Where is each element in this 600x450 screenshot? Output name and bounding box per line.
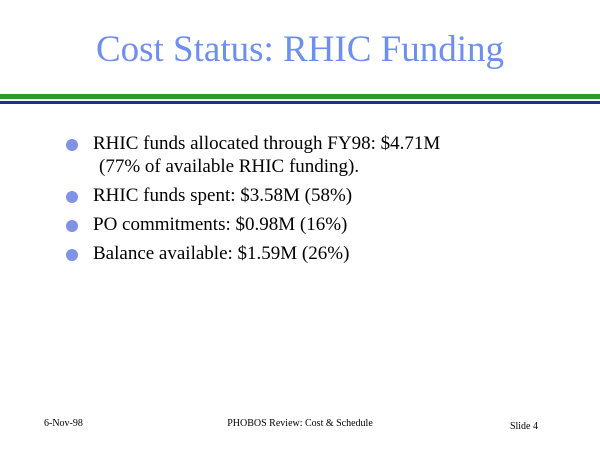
footer-title: PHOBOS Review: Cost & Schedule: [227, 418, 373, 429]
bullet-text: RHIC funds allocated through FY98: $4.71M: [93, 133, 441, 154]
bullet-text: RHIC funds spent: $3.58M (58%): [93, 185, 353, 206]
footer-date: 6-Nov-98: [44, 418, 83, 429]
bullet-dot-icon: [66, 139, 78, 151]
bullet-continuation: (77% of available RHIC funding).: [99, 156, 360, 177]
bullet-item: [66, 132, 586, 178]
title-divider-navy: [0, 101, 600, 104]
slide-title: Cost Status: RHIC Funding: [95, 29, 505, 70]
title-divider-green: [0, 94, 600, 99]
bullet-list: [66, 132, 586, 271]
bullet-text: PO commitments: $0.98M (16%): [93, 214, 348, 235]
bullet-item: [66, 184, 586, 207]
bullet-item: [66, 242, 586, 265]
bullet-text: Balance available: $1.59M (26%): [93, 243, 350, 264]
bullet-dot-icon: [66, 249, 78, 261]
bullet-dot-icon: [66, 220, 78, 232]
bullet-item: [66, 213, 586, 236]
bullet-dot-icon: [66, 191, 78, 203]
footer-slide-number: Slide 4: [509, 421, 538, 432]
